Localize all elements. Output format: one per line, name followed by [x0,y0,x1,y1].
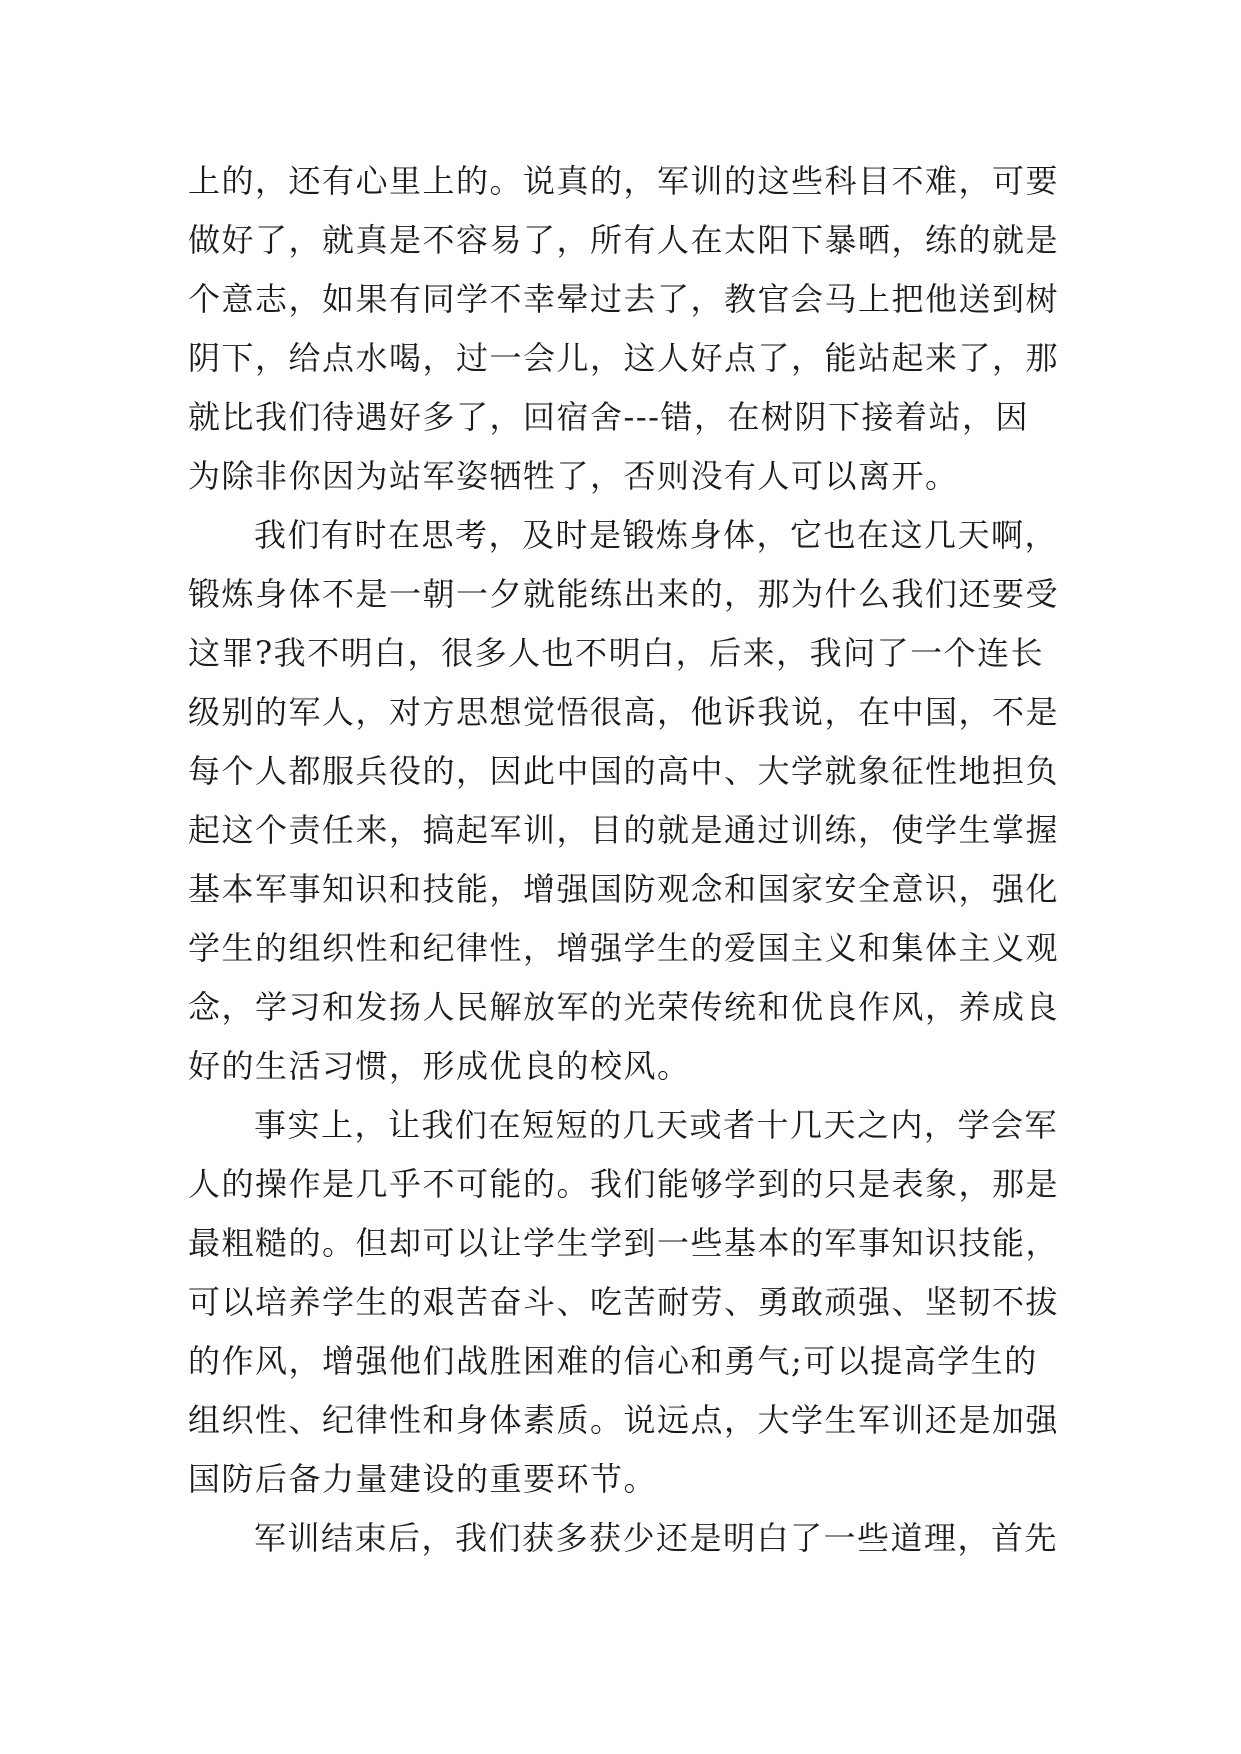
text-line: 好的生活习惯，形成优良的校风。 [188,1047,691,1085]
text-line: 事实上，让我们在短短的几天或者十几天之内，学会军 [254,1106,1059,1144]
text-line: 每个人都服兵役的，因此中国的高中、大学就象征性地担负 [188,752,1060,790]
text-line: 国防后备力量建设的重要环节。 [188,1460,658,1498]
text-line: 人的操作是几乎不可能的。我们能够学到的只是表象，那是 [188,1165,1060,1203]
text-line: 最粗糙的。但却可以让学生学到一些基本的军事知识技能， [188,1224,1060,1262]
text-line: 上的，还有心里上的。说真的，军训的这些科目不难，可要 [188,162,1060,200]
text-line: 的作风，增强他们战胜困难的信心和勇气;可以提高学生的 [188,1342,1038,1380]
text-line: 军训结束后，我们获多获少还是明白了一些道理，首先 [254,1519,1059,1557]
text-line: 这罪?我不明白，很多人也不明白，后来，我问了一个连长 [188,634,1045,672]
text-line: 做好了，就真是不容易了，所有人在太阳下暴晒，练的就是 [188,221,1060,259]
text-line: 级别的军人，对方思想觉悟很高，他诉我说，在中国，不是 [188,693,1060,731]
text-line: 学生的组织性和纪律性，增强学生的爱国主义和集体主义观 [188,929,1060,967]
text-line: 基本军事知识和技能，增强国防观念和国家安全意识，强化 [188,870,1060,908]
text-line: 起这个责任来，搞起军训，目的就是通过训练，使学生掌握 [188,811,1060,849]
text-line: 我们有时在思考，及时是锻炼身体，它也在这几天啊， [254,516,1059,554]
body-text [188,152,1058,1568]
text-line: 就比我们待遇好多了，回宿舍---错，在树阴下接着站，因 [188,398,1029,436]
text-line: 念，学习和发扬人民解放军的光荣传统和优良作风，养成良 [188,988,1060,1026]
text-line: 个意志，如果有同学不幸晕过去了，教官会马上把他送到树 [188,280,1060,318]
text-line: 可以培养学生的艰苦奋斗、吃苦耐劳、勇敢顽强、坚韧不拔 [188,1283,1060,1321]
text-line: 组织性、纪律性和身体素质。说远点，大学生军训还是加强 [188,1401,1060,1439]
text-line: 锻炼身体不是一朝一夕就能练出来的，那为什么我们还要受 [188,575,1060,613]
text-line: 阴下，给点水喝，过一会儿，这人好点了，能站起来了，那 [188,339,1060,377]
text-line: 为除非你因为站军姿牺牲了，否则没有人可以离开。 [188,457,959,495]
